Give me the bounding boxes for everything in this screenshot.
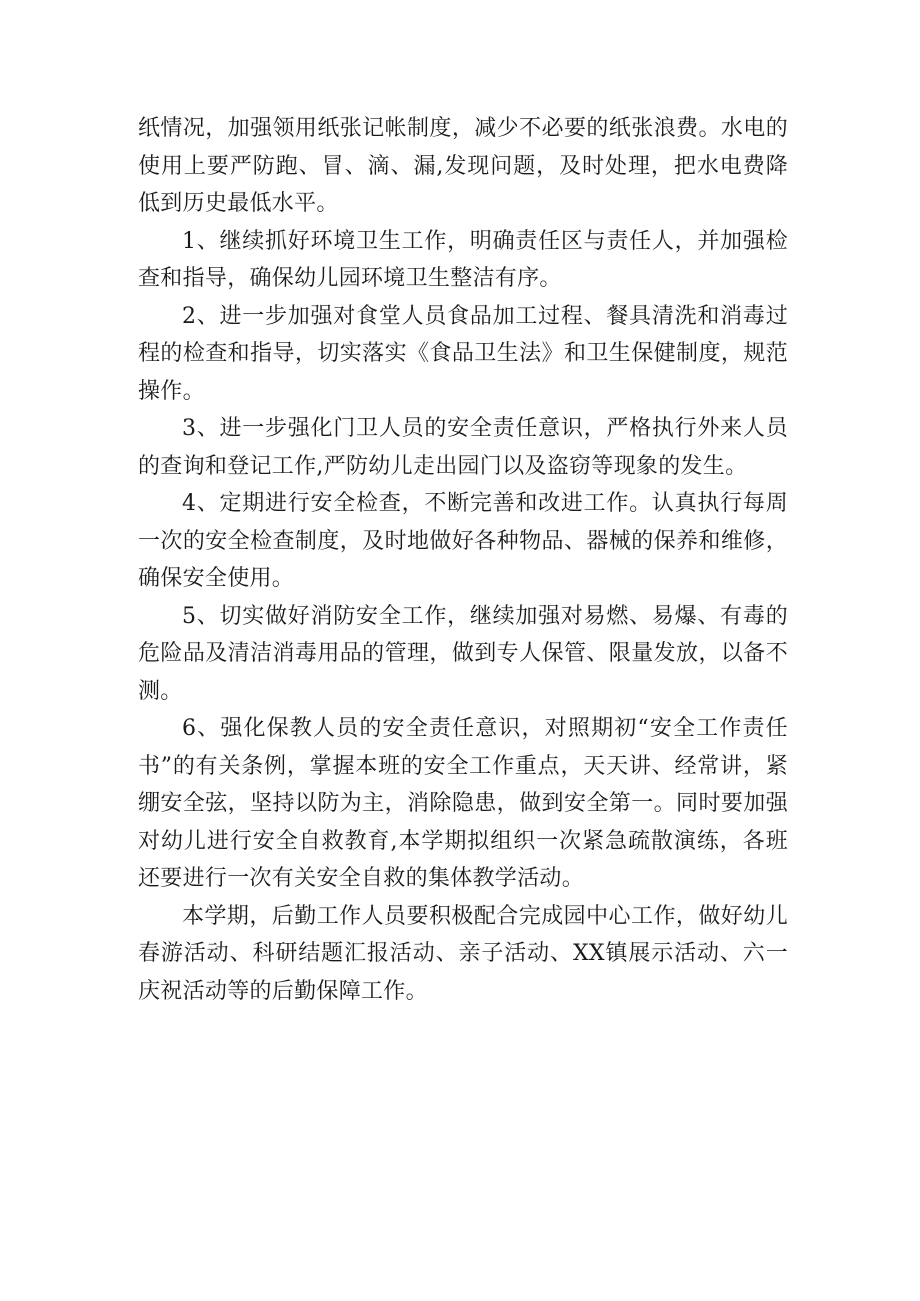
paragraph-item-3: 3、进一步强化门卫人员的安全责任意识，严格执行外来人员的查询和登记工作,严防幼儿走出园门以及盗窃等现象的发生。	[138, 416, 788, 479]
document-body	[138, 110, 788, 1010]
paragraph-continuation: 纸情况，加强领用纸张记帐制度，减少不必要的纸张浪费。水电的使用上要严防跑、冒、滴、漏,发现问题，及时处理，把水电费降低到历史最低水平。	[138, 116, 788, 216]
paragraph-item-2: 2、进一步加强对食堂人员食品加工过程、餐具清洗和消毒过程的检查和指导，切实落实《食品卫生法》和卫生保健制度，规范操作。	[138, 303, 788, 404]
paragraph-item-1: 1、继续抓好环境卫生工作，明确责任区与责任人，并加强检查和指导，确保幼儿园环境卫生整洁有序。	[138, 228, 788, 291]
paragraph-closing: 本学期，后勤工作人员要积极配合完成园中心工作，做好幼儿春游活动、科研结题汇报活动、亲子活动、XX镇展示活动、六一庆祝活动等的后勤保障工作。	[138, 903, 788, 1004]
paragraph-item-6: 6、强化保教人员的安全责任意识，对照期初“安全工作责任书”的有关条例，掌握本班的安全工作重点，天天讲、经常讲，紧绷安全弦，坚持以防为主，消除隐患，做到安全第一。同时要加强对幼儿进行安全自救教育,本学期拟组织一次紧急疏散演练，各班还要进行一次有关安全自救的集体教学活动。	[138, 716, 788, 891]
paragraph-item-4: 4、定期进行安全检查，不断完善和改进工作。认真执行每周一次的安全检查制度，及时地做好各种物品、器械的保养和维修，确保安全使用。	[138, 491, 788, 591]
paragraph-item-5: 5、切实做好消防安全工作，继续加强对易燃、易爆、有毒的危险品及清洁消毒用品的管理，做到专人保管、限量发放，以备不测。	[138, 603, 788, 704]
